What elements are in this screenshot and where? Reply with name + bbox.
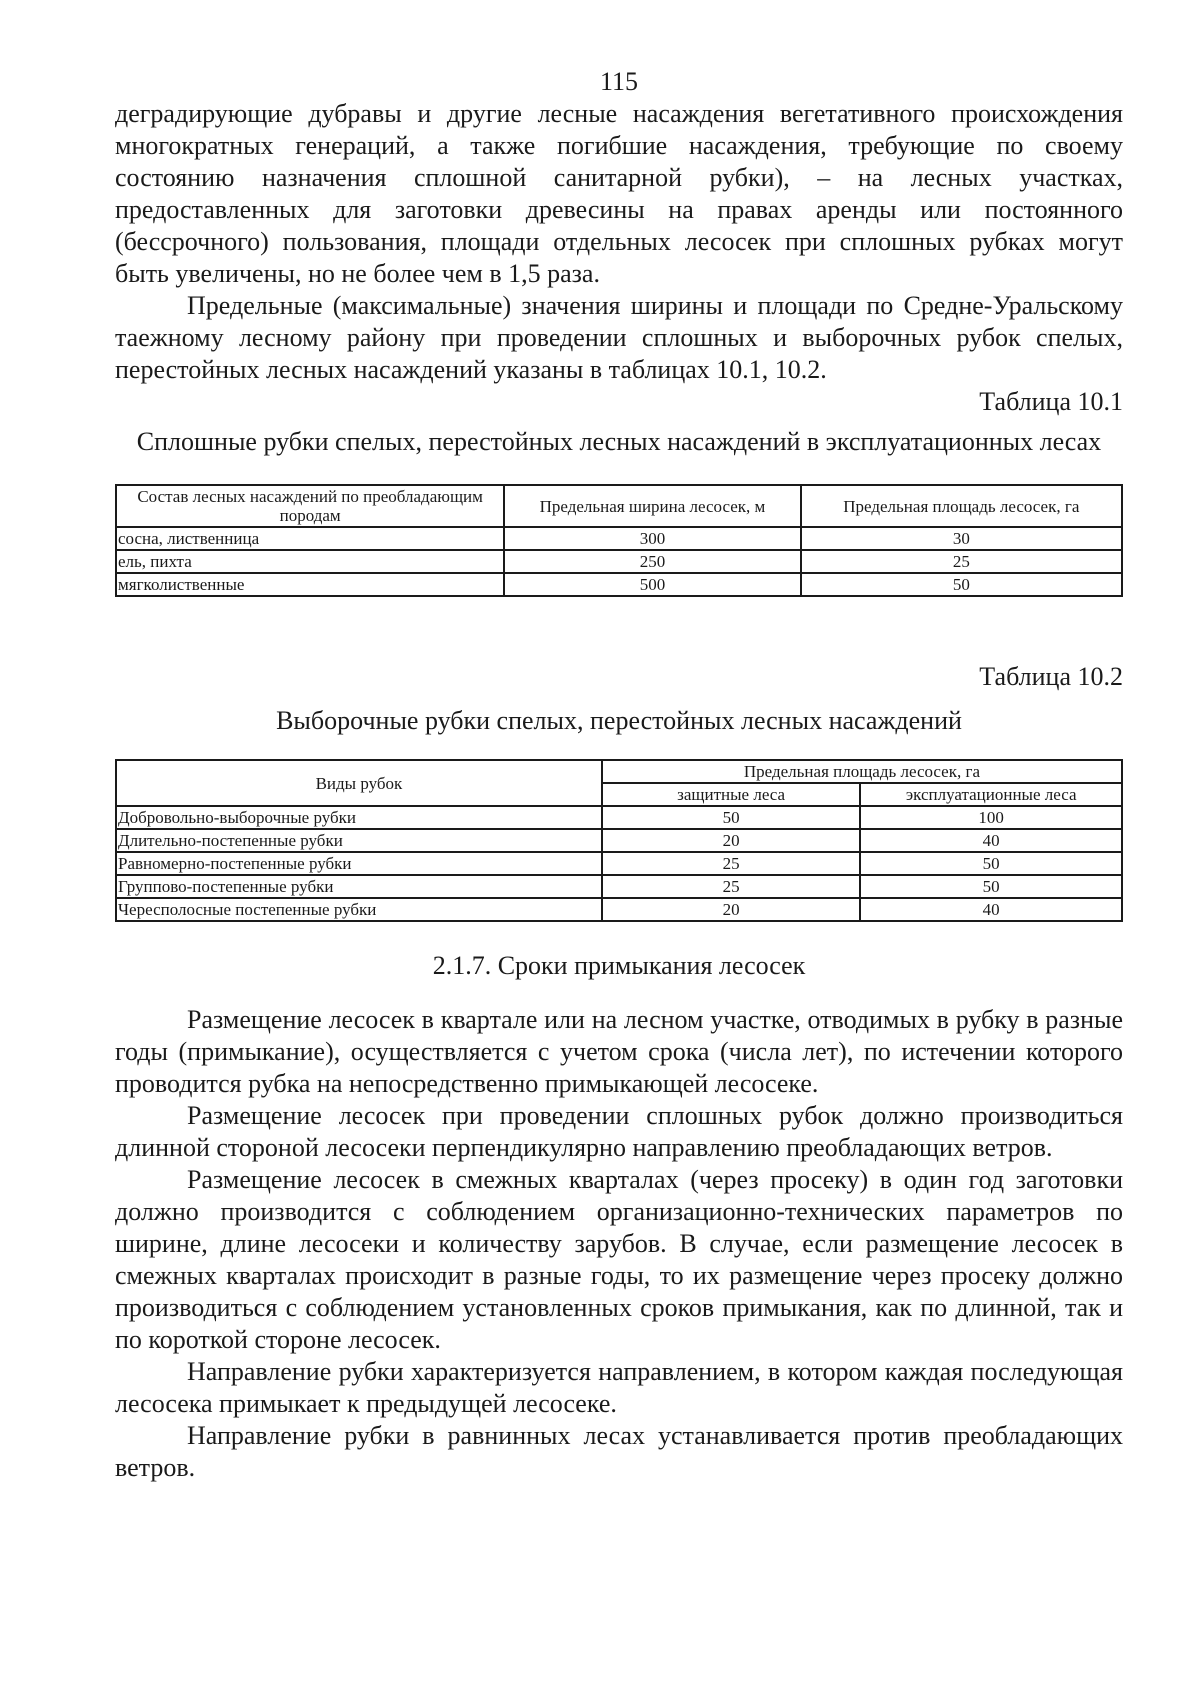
cell-species: сосна, лиственница [116, 527, 504, 550]
header-max-width: Предельная ширина лесосек, м [504, 485, 800, 527]
cell-felling-kind: Длительно-постепенные рубки [116, 829, 602, 852]
cell-width: 300 [504, 527, 800, 550]
cell-width: 250 [504, 550, 800, 573]
section-paragraph: Размещение лесосек в смежных кварталах (через просеку) в один год заготовки должно производится с соблюдением организационно-технических параметров по ширине, длине лесосеки и количеству зарубов. В случае, если размещение лесосек в смежных кварталах происходит в разные годы, то их размещение через просеку должно производиться с соблюдением установленных сроков примыкания, как по длинной, так и по короткой стороне лесосек. [115, 1165, 1123, 1354]
cell-felling-kind: Равномерно-постепенные рубки [116, 852, 602, 875]
table-row [116, 875, 1122, 898]
cell-species: мягколиственные [116, 573, 504, 596]
page-number: 115 [599, 67, 639, 96]
cell-species: ель, пихта [116, 550, 504, 573]
limits-paragraph: Предельные (максимальные) значения ширины и площади по Средне-Уральскому таежному лесному району при проведении сплошных и выборочных рубок спелых, перестойных лесных насаждений указаны в таблицах 10.1, 10.2. [115, 291, 1123, 384]
cell-protective: 50 [602, 806, 860, 829]
cell-felling-kind: Добровольно-выборочные рубки [116, 806, 602, 829]
header-composition: Состав лесных насаждений по преобладающим породам [116, 485, 504, 527]
clearcut-limits-table [115, 484, 1123, 597]
table-header-row [116, 760, 1122, 783]
section-paragraph: Размещение лесосек в квартале или на лесном участке, отводимых в рубку в разные годы (примыкание), осуществляется с учетом срока (числа лет), по истечении которого проводится рубка на непосредственно примыкающей лесосеке. [115, 1005, 1123, 1098]
table2-label: Таблица 10.2 [979, 662, 1123, 691]
cell-width: 500 [504, 573, 800, 596]
cell-exploitation: 50 [860, 852, 1122, 875]
cell-protective: 25 [602, 852, 860, 875]
cell-protective: 25 [602, 875, 860, 898]
section-heading: 2.1.7. Сроки примыкания лесосек [432, 951, 806, 980]
document-page [115, 66, 1123, 1484]
cell-exploitation: 40 [860, 898, 1122, 921]
cell-area: 50 [801, 573, 1122, 596]
table1-title: Сплошные рубки спелых, перестойных лесных насаждений в эксплуатационных лесах [136, 427, 1102, 456]
table-row [116, 573, 1122, 596]
cell-exploitation: 100 [860, 806, 1122, 829]
header-exploitation-forests: эксплуатационные леса [860, 783, 1122, 806]
cell-felling-kind: Чересполосные постепенные рубки [116, 898, 602, 921]
header-max-area-group: Предельная площадь лесосек, га [602, 760, 1122, 783]
table-row [116, 829, 1122, 852]
cell-area: 30 [801, 527, 1122, 550]
cell-protective: 20 [602, 898, 860, 921]
table-row [116, 527, 1122, 550]
table-row [116, 852, 1122, 875]
section-paragraph: Направление рубки характеризуется направлением, в котором каждая последующая лесосека примыкает к предыдущей лесосеке. [115, 1357, 1123, 1418]
cell-area: 25 [801, 550, 1122, 573]
header-protective-forests: защитные леса [602, 783, 860, 806]
section-paragraph: Размещение лесосек при проведении сплошных рубок должно производиться длинной стороной лесосеки перпендикулярно направлению преобладающих ветров. [115, 1101, 1123, 1162]
header-max-area: Предельная площадь лесосек, га [801, 485, 1122, 527]
table-row [116, 898, 1122, 921]
header-felling-kind: Виды рубок [116, 760, 602, 806]
selective-felling-table [115, 759, 1123, 922]
section-paragraph: Направление рубки в равнинных лесах устанавливается против преобладающих ветров. [115, 1421, 1123, 1482]
cell-protective: 20 [602, 829, 860, 852]
cell-felling-kind: Группово-постепенные рубки [116, 875, 602, 898]
table-header-row [116, 485, 1122, 527]
table2-title: Выборочные рубки спелых, перестойных лесных насаждений [276, 706, 962, 735]
table1-label: Таблица 10.1 [979, 387, 1123, 416]
table-row [116, 550, 1122, 573]
cell-exploitation: 40 [860, 829, 1122, 852]
table-row [116, 806, 1122, 829]
cell-exploitation: 50 [860, 875, 1122, 898]
intro-paragraph: деградирующие дубравы и другие лесные насаждения вегетативного происхождения многократных генераций, а также погибшие насаждения, требующие по своему состоянию назначения сплошной санитарной рубки), – на лесных участках, предоставленных для заготовки древесины на правах аренды или постоянного (бессрочного) пользования, площади отдельных лесосек при сплошных рубках могут быть увеличены, но не более чем в 1,5 раза. [115, 99, 1123, 288]
